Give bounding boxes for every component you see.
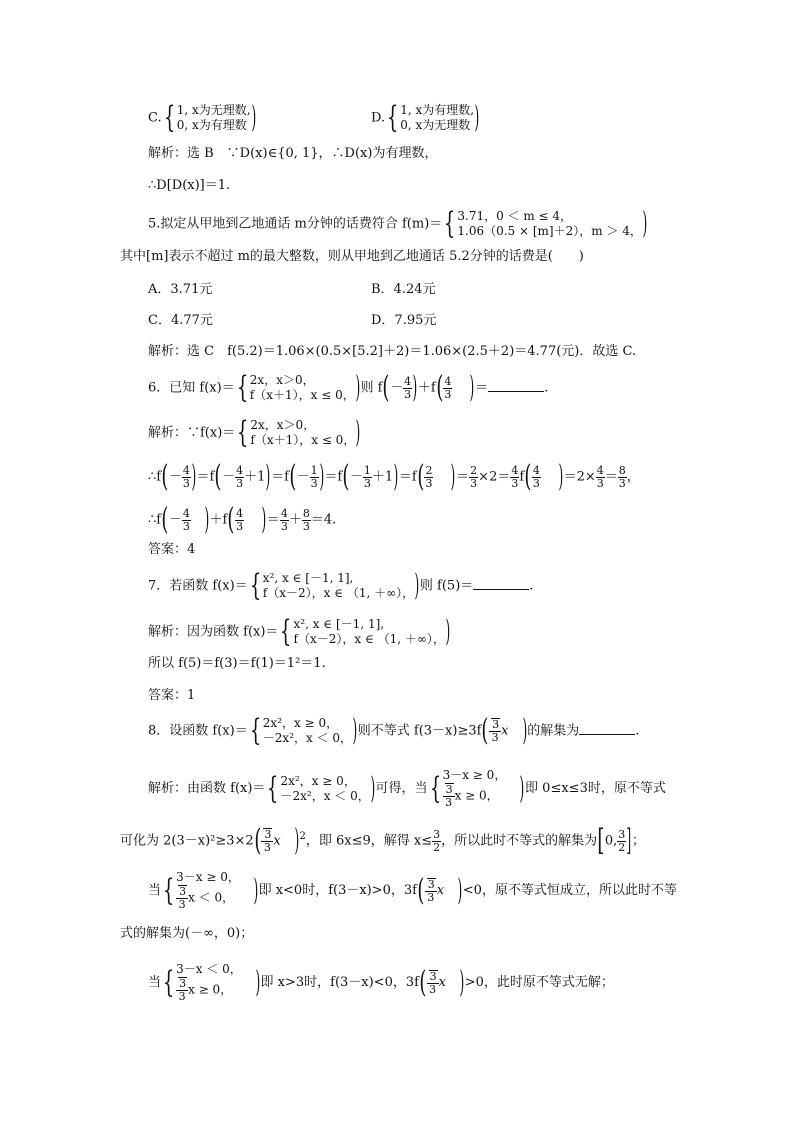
q7-analysis: 解析：因为函数 f(x)＝{ x², x ∈ [－1, 1], f（x－2），x ∈ （1, ＋∞）， ) — [148, 614, 451, 649]
q5-option-b: B．4.24元 — [371, 282, 436, 297]
q7-answer: 答案：1 — [148, 688, 196, 703]
q5-stem: 5.拟定从甲地到乙地通话 m分钟的话费符合 f(m)＝{ 3.71，0 ＜ m ≤ 4， 1.06（0.5 × [m]＋2），m ＞ 4， ) — [148, 206, 648, 241]
q7-analysis-result: 所以 f(5)＝f(3)＝f(1)＝1²＝1. — [148, 656, 326, 671]
q6-stem: 6．已知 f(x)＝{ 2x，x＞0， f（x＋1），x ≤ 0， )则 f(－ $\frac{4}{3}$ )＋f( $\frac{4}{3}$ )＝ . — [148, 370, 549, 405]
q6-analysis: 解析：∵f(x)＝{ 2x，x＞0， f（x＋1），x ≤ 0， ) — [148, 415, 361, 450]
q6-answer: 答案：4 — [148, 542, 196, 557]
q5-option-a: A．3.71元 — [148, 282, 213, 297]
q6-analysis-line3: ∴f(－ $\frac{4}{3}$ )＝f(－ $\frac{4}{3}$ ＋1)＝f(－ $\frac{1}{3}$ )＝f(－ $\frac{1}{3}$ ＋1)＝f( $\frac{2}{3}$ )＝ $\frac{2}{3}$ ×2＝ $\frac{4}{3}$ f( $\frac{4}{3}$ )＝2× $\frac{4}{3}$ ＝ $\frac{8}{3}$ ， — [148, 459, 640, 494]
q6-analysis-line4: ∴f(－ $\frac{4}{3}$ )＋f( $\frac{4}{3}$ )＝ $\frac{4}{3}$ ＋ $\frac{8}{3}$ ＝4. — [148, 502, 337, 537]
q6-answer-blank[interactable] — [488, 379, 544, 392]
q5-analysis: 解析：选 C f(5.2)＝1.06×(0.5×[5.2]＋2)＝1.06×(2.5＋2)＝4.77(元)．故选 C. — [148, 344, 637, 359]
q4-analysis-result: ∴D[D(x)]＝1. — [148, 178, 231, 193]
q8-answer-blank[interactable] — [579, 722, 635, 735]
q8-analysis-line3: 可化为 2(3－x)²≥3×2( $\frac{3}{3}$ x )$^2$，即 6x≤9，解得 x≤ $\frac{3}{2}$ ，所以此时不等式的解集为[0, $\frac{3}{2}$ ]； — [120, 823, 645, 858]
q5-option-c: C．4.77元 — [148, 313, 213, 328]
q7-stem: 7．若函数 f(x)＝{ x², x ∈ [－1, 1], f（x－2），x ∈ （1, ＋∞）， )则 f(5)＝ . — [148, 568, 534, 603]
q8-stem: 8．设函数 f(x)＝{ 2x²，x ≥ 0， －2x²，x ＜ 0， )则不等式 f(3－x)≥3f( $\frac{3}{3}$ x )的解集为 . — [148, 713, 640, 748]
q4-analysis: 解析：选 B ∵D(x)∈{0, 1}，∴D(x)为有理数， — [148, 146, 438, 161]
q4-option-d: D.{ 1, x为有理数, 0, x为无理数 ) — [371, 100, 480, 135]
q7-answer-blank[interactable] — [473, 577, 529, 590]
q5-option-d: D．7.95元 — [371, 313, 437, 328]
q8-analysis: 解析：由函数 f(x)＝{ 2x²，x ≥ 0， －2x²，x ＜ 0， )可得，当{ 3－x ≥ 0， $\frac{3}{3}$ x ≥ 0， )即 0≤x≤3时，原不等式 — [148, 768, 666, 809]
q8-analysis-line4: 当{ 3－x ≥ 0， $\frac{3}{3}$ x ＜ 0， )即 x<0时，f(3－x)>0，3f( $\frac{3}{3}$ x )<0，原不等式恒成立，所以此时不等 — [148, 870, 677, 911]
q8-analysis-line5: 式的解集为(－∞，0)； — [120, 926, 254, 941]
q5-stem-line2: 其中[m]表示不超过 m的最大整数，则从甲地到乙地通话 5.2分钟的话费是( ) — [120, 249, 584, 264]
q8-analysis-line6: 当{ 3－x ＜ 0， $\frac{3}{3}$ x ≥ 0， )即 x>3时，f(3－x)<0，3f( $\frac{3}{3}$ x )>0，此时原不等式无解； — [148, 962, 614, 1003]
q4-option-c: C.{ 1, x为无理数, 0, x为有理数 ) — [148, 100, 256, 135]
